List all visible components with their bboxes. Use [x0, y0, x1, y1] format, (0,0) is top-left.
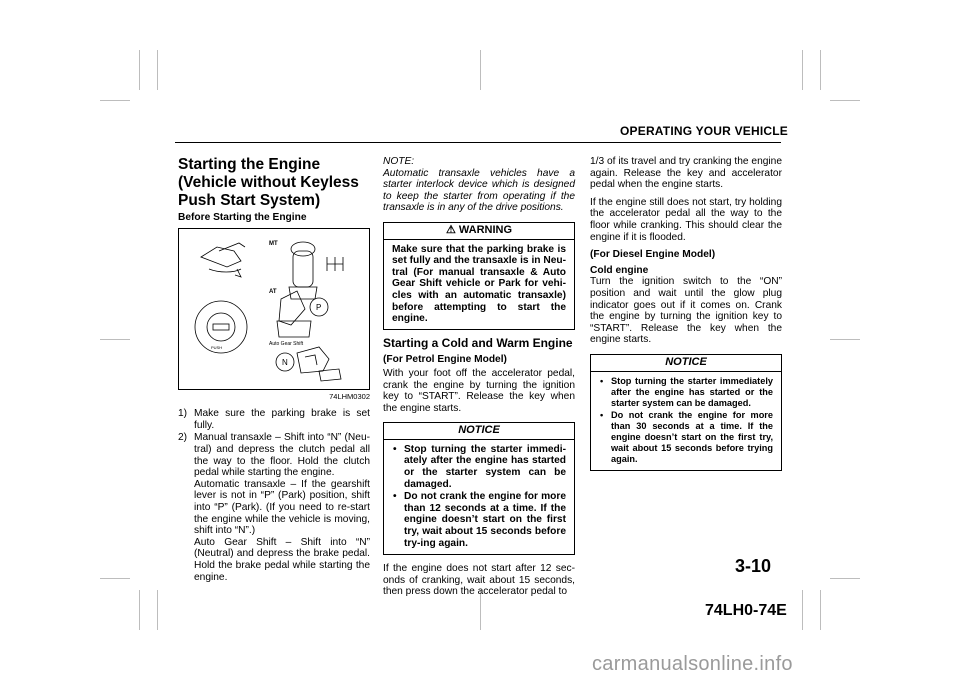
warning-box [383, 222, 575, 330]
figure-label-p: P [316, 302, 322, 312]
crop-mark [802, 50, 803, 90]
flooded-text: If the engine still does not start, try holding the accelerator pedal all the way to the floor while cranking. This should clear the engine if it is flooded. [590, 196, 782, 243]
warning-header: ⚠ WARNING [384, 223, 574, 240]
crop-mark [830, 339, 860, 340]
crop-mark [820, 590, 821, 630]
figure-gearshift-ignition [178, 228, 370, 390]
header-rule [175, 142, 781, 143]
crop-mark [480, 50, 481, 90]
petrol-text: With your foot off the accelerator pedal, crank the engine by turning the ignition key to “START”. Release the key when the engine starts. [383, 367, 575, 414]
notice-list [599, 376, 773, 465]
list-item: 1) Make sure the parking brake is set fully. [178, 408, 370, 431]
figure-label-push: PUSH [211, 344, 223, 350]
document-code: 74LH0-74E [705, 602, 787, 619]
figure-label-at: AT [269, 288, 277, 295]
cold-engine-heading: Cold engine [590, 264, 649, 276]
crop-mark [830, 578, 860, 579]
note-text: Automatic transaxle vehicles have a starter interlock device which is designed to keep the starter from operating if the transaxle is in any of the drive positions. [383, 167, 575, 214]
continued-text: 1/3 of its travel and try cranking the engine again. Release the key and accelerator pedal when the engine starts. [590, 156, 782, 191]
figure-label-auto-gear-shift: Auto Gear Shift [269, 340, 304, 347]
subheading-before-starting: Before Starting the Engine [178, 212, 307, 223]
crop-mark [139, 50, 140, 90]
step2-automatic: Automatic transaxle – If the gearshift lever is not in “P” (Park) position, shift into “P” (Park). (If you need to re-start the engine while the vehicle is moving, shift into “N”.) [194, 478, 370, 537]
crop-mark [830, 100, 860, 101]
list-item: • Stop turning the starter immediately after the engine has started or the starter system can be damaged. [599, 376, 773, 409]
notice-header: NOTICE [384, 423, 574, 440]
note-label: NOTE: [383, 156, 415, 167]
column-3 [590, 156, 782, 479]
heading-cold-warm: Starting a Cold and Warm Engine [383, 335, 573, 350]
crop-mark [820, 50, 821, 90]
figure-illustration [179, 229, 369, 389]
list-item: • Do not crank the engine for more than 12 seconds at a time. If the engine doesn’t start on the first try, wait about 15 seconds before try-ing again. [392, 491, 566, 549]
notice-box [383, 422, 575, 555]
step2-auto-gear-shift: Auto Gear Shift – Shift into “N” (Neutral) and depress the brake pedal. Hold the brake pedal while starting the engine. [194, 536, 370, 583]
crop-mark [802, 590, 803, 630]
list-item: • Do not crank the engine for more than 30 seconds at a time. If the engine doesn’t start on the first try, wait about 15 seconds before trying again. [599, 410, 773, 465]
figure-code: 74LHM0302 [329, 391, 370, 401]
notice-header: NOTICE [591, 355, 781, 372]
fail-text: If the engine does not start after 12 sec-onds of cranking, wait about 15 seconds, then press down the accelerator pedal to [383, 563, 575, 598]
crop-mark [157, 50, 158, 90]
crop-mark [157, 590, 158, 630]
crop-mark [139, 590, 140, 630]
column-1 [178, 156, 370, 584]
warning-text: Make sure that the parking brake is set fully and the transaxle is in Neu-tral (For manual transaxle & Auto Gear Shift vehicle or Park for vehi-cles with an automatic transaxle) before attempting to start the engine. [392, 243, 566, 325]
page-header-title: OPERATING YOUR VEHICLE [620, 124, 788, 138]
page-number: 3-10 [735, 556, 772, 576]
petrol-heading: (For Petrol Engine Model) [383, 354, 507, 366]
warning-triangle-icon: ⚠ [445, 223, 456, 236]
note [383, 156, 575, 214]
list-item: • Stop turning the starter immedi-ately after the engine has started or the starter system can be damaged. [392, 444, 566, 490]
crop-mark [100, 100, 130, 101]
cold-engine-text: Turn the ignition switch to the “ON” position and wait until the glow plug indicator goes out if it comes on. Crank the engine by turning the ignition key to “START”. Release the key when the engine starts. [590, 276, 782, 346]
figure-label-n: N [282, 357, 288, 367]
column-2 [383, 156, 575, 604]
list-item: 2) Manual transaxle – Shift into “N” (Neu-tral) and depress the clutch pedal all the way to the floor. Hold the clutch pedal while starting the engine. Automatic transaxle – If the gearshift lever is not in “P” (Park) position, shift into “P” (Park). (If you need to re-start the engine while the vehicle is moving, shift into “N”.) Auto Gear Shift – Shift into “N” (Neutral) and depress the brake pedal. Hold the brake pedal while starting the engine. [178, 432, 370, 583]
crop-mark [100, 339, 130, 340]
diesel-heading: (For Diesel Engine Model) [590, 249, 716, 261]
watermark: carmanualsonline.info [592, 653, 793, 675]
section-title: Starting the Engine (Vehicle without Keyless Push Start System) [178, 156, 359, 209]
steps-list [178, 408, 370, 583]
crop-mark [100, 578, 130, 579]
notice-list [392, 444, 566, 549]
figure-label-mt: MT [269, 240, 278, 247]
notice-box-diesel [590, 354, 782, 471]
